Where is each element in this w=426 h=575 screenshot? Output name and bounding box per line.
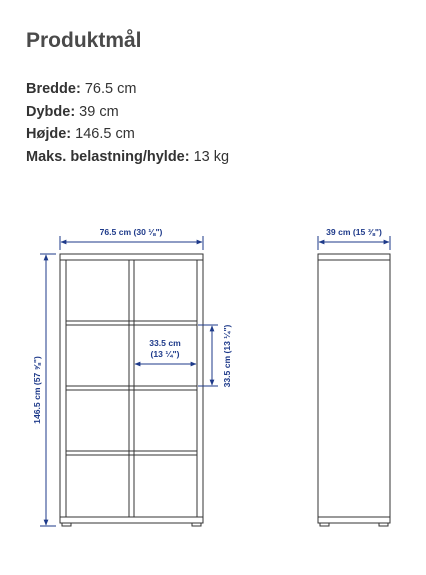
side-foot-right <box>379 523 388 526</box>
spec-width-label: Bredde: <box>26 81 81 97</box>
spec-height-label: Højde: <box>26 126 72 142</box>
spec-width-value: 76.5 cm <box>80 81 137 97</box>
compartment-height-label: 33.5 cm (13 ¼") <box>222 324 232 388</box>
compartment-width-label-line1: 33.5 cm <box>149 338 181 348</box>
shelf-foot-left <box>62 523 71 526</box>
width-label: 76.5 cm (30 ⅛") <box>99 227 163 237</box>
shelf-front-view <box>60 254 203 526</box>
spec-max-load-value: 13 kg <box>189 148 230 165</box>
depth-label: 39 cm (15 ⅜") <box>326 227 382 237</box>
page-title: Produktmål <box>26 29 142 52</box>
spec-depth-label: Dybde: <box>26 103 76 120</box>
spec-height-value: 146.5 cm <box>71 126 135 142</box>
shelf-foot-right <box>192 523 201 526</box>
spec-max-load-label: Maks. belastning/hylde: <box>26 148 190 165</box>
side-foot-left <box>320 523 329 526</box>
spec-depth-value: 39 cm <box>75 103 119 120</box>
compartment-width-label-line2: (13 ¼") <box>150 349 180 359</box>
side-outer-frame <box>318 254 390 523</box>
shelf-outer-frame <box>60 254 203 523</box>
shelf-side-view <box>318 254 390 526</box>
height-label: 146.5 cm (57 ⅝") <box>32 356 42 424</box>
dimension-lines <box>40 236 390 526</box>
